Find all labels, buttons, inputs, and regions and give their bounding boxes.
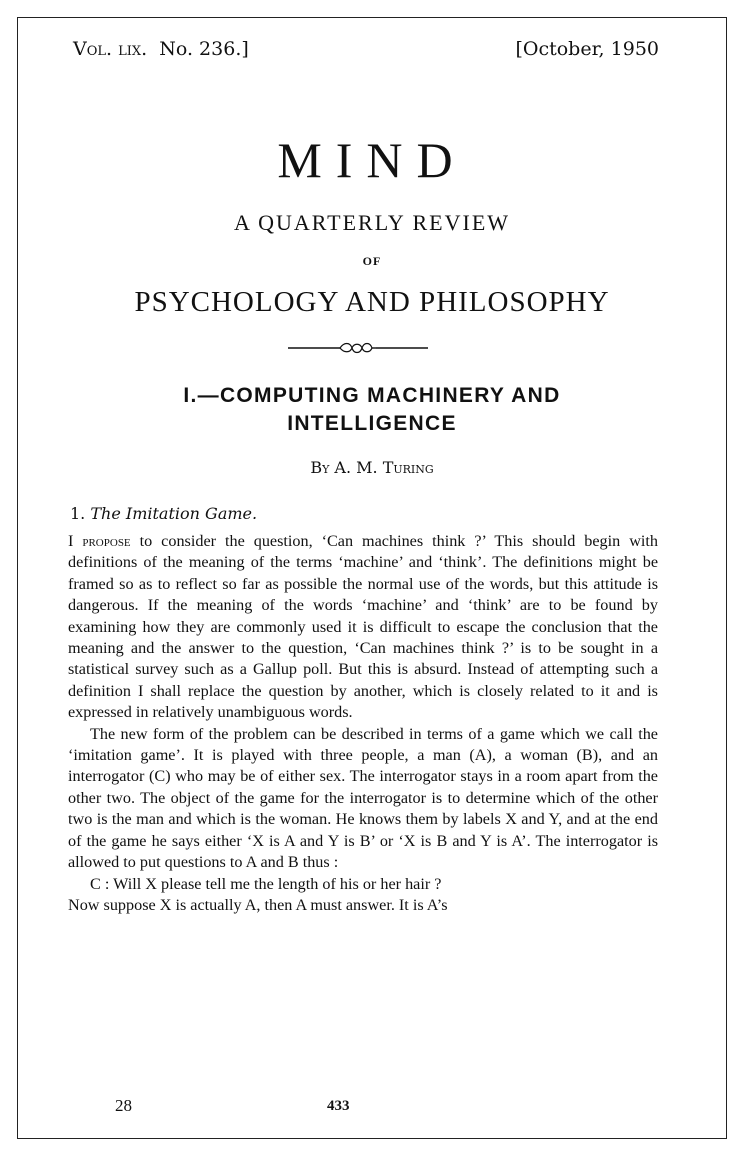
article-title [18, 382, 726, 438]
issue-number: No. 236.] [159, 38, 249, 60]
paragraph-1 [68, 531, 658, 724]
issue-date: [October, 1950 [515, 38, 659, 60]
author-byline: By A. M. Turing [310, 458, 434, 477]
journal-page [17, 17, 727, 1139]
paragraph-lead: I propose [68, 532, 131, 550]
signature-mark: 28 [115, 1096, 132, 1115]
paragraph-4: Now suppose X is actually A, then A must answer. It is A’s [68, 895, 448, 914]
paragraph-3: C : Will X please tell me the length of his or her hair ? [90, 874, 442, 893]
paragraph-2: The new form of the problem can be described in terms of a game which we call the ‘imitation game’. It is played with three people, a man (A), a woman (B), and an interrogator (C) who may be of either sex. The interrogator stays in a room apart from the other two. The object of the game for the interrogator is to determine which of the other two is the man and which is the woman. He knows them by labels X and Y, and at the end of the game he says either ‘X is A and Y is B’ or ‘X is B and Y is A’. The interrogator is allowed to put questions to A and B thus : [68, 724, 658, 872]
journal-of: OF [362, 254, 382, 268]
section-number: 1. [70, 504, 91, 523]
article-title-line2: INTELLIGENCE [287, 412, 457, 435]
journal-title: MIND [277, 132, 467, 188]
volume-number-header [73, 38, 249, 60]
ornament-rule-icon [288, 340, 428, 356]
article-title-line1: I.—COMPUTING MACHINERY AND [183, 384, 561, 407]
article-body [68, 531, 658, 916]
volume-label: Vol. lix. [73, 38, 148, 60]
section-title: The Imitation Game. [90, 504, 258, 523]
page-number: 433 [327, 1098, 350, 1114]
journal-subject: PSYCHOLOGY AND PHILOSOPHY [134, 286, 610, 318]
section-heading [70, 504, 257, 523]
paragraph-1-text: to consider the question, ‘Can machines think ?’ This should begin with definitions of the meaning of the terms ‘machine’ and ‘think’. The definitions might be framed so as to reflect so far as possible the normal use of the words, but this attitude is dangerous. If the meaning of the words ‘machine’ and ‘think’ are to be found by examining how they are commonly used it is difficult to escape the conclusion that the meaning and the answer to the question, ‘Can machines think ?’ is to be sought in a statistical survey such as a Gallup poll. But this is absurd. Instead of attempting such a definition I shall replace the question by another, which is closely related to it and is expressed in relatively unambiguous words. [68, 532, 658, 722]
journal-subtitle: A QUARTERLY REVIEW [233, 210, 511, 235]
